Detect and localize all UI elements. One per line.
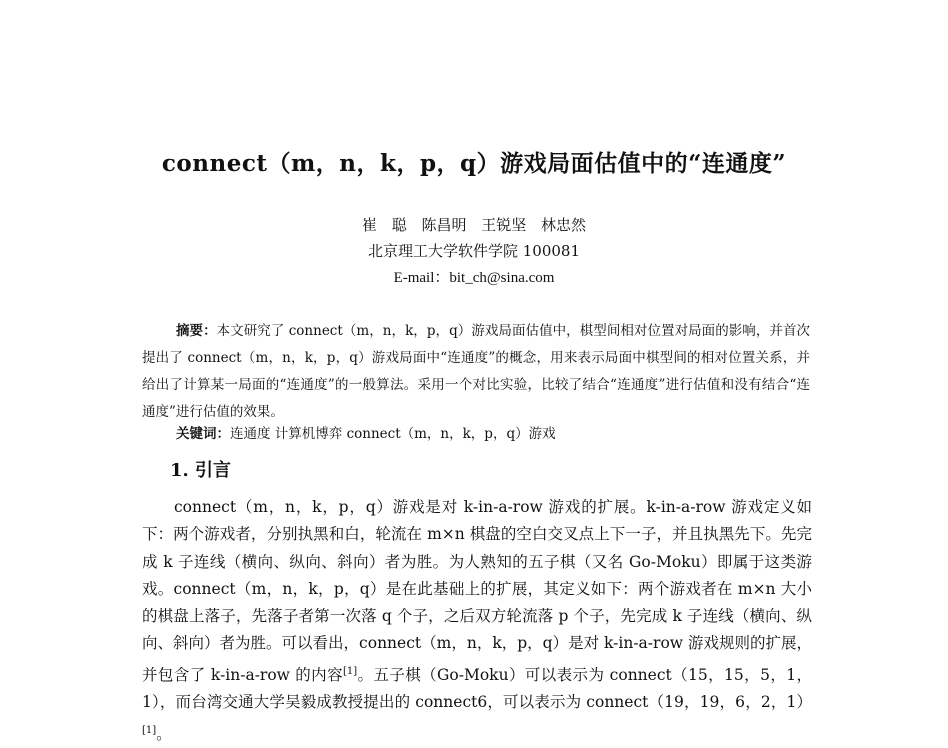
abstract-label: 摘要： bbox=[176, 323, 217, 339]
citation-ref-2: [1] bbox=[142, 724, 157, 736]
keywords bbox=[176, 422, 810, 442]
section-heading-introduction: 1. 引言 bbox=[170, 460, 232, 481]
keywords-text: 连通度 计算机博弈 connect（m，n，k，p，q）游戏 bbox=[230, 426, 556, 442]
intro-text-1: connect（m，n，k，p，q）游戏是对 k-in-a-row 游戏的扩展。k-in-a-row 游戏定义如下：两个游戏者，分别执黑和白，轮流在 m×n 棋盘的空白交叉点上下一子，并且执黑先下。先完成 k 子连线（横向、纵向、斜向）者为胜。为人熟知的五子棋（又名 Go-Moku）即属于这类游戏。connect（m，n，k，p，q）是在此基础上的扩展，其定义如下：两个游戏者在 m×n 大小的棋盘上落子，先落子者第一次落 q 个子，之后双方轮流落 p 个子，先完成 k 子连线（横向、纵向、斜向）者为胜。可以看出，connect（m，n，k，p，q）是对 k-in-a-row 游戏规则的扩展，并包含了 k-in-a-row 的内容 bbox=[142, 498, 812, 684]
abstract-text: 本文研究了 connect（m，n，k，p，q）游戏局面估值中，棋型间相对位置对局面的影响，并首次提出了 connect（m，n，k，p，q）游戏局面中“连通度”的概念，用来表示局面中棋型间的相对位置关系，并给出了计算某一局面的“连通度”的一般算法。采用一个对比实验，比较了结合“连通度”进行估值和没有结合“连通度”进行估值的效果。 bbox=[142, 323, 811, 420]
introduction-paragraph bbox=[142, 494, 812, 748]
paper-title: connect（m，n，k，p，q）游戏局面估值中的“连通度” bbox=[161, 150, 787, 177]
citation-ref-1: [1] bbox=[342, 665, 358, 677]
keywords-label: 关键词： bbox=[176, 426, 230, 442]
abstract bbox=[142, 318, 810, 426]
affiliation: 北京理工大学软件学院 100081 bbox=[367, 242, 581, 260]
intro-text-3: 。 bbox=[156, 724, 172, 743]
intro-text-2: 。五子棋（Go-Moku）可以表示为 connect（15，15，5，1，1），而台湾交通大学吴毅成教授提出的 connect6，可以表示为 connect（19，19，6，2，1） bbox=[142, 665, 812, 712]
author-list: 崔 聪 陈昌明 王锐坚 林忠然 bbox=[361, 216, 587, 234]
contact-email: E-mail：bit_ch@sina.com bbox=[393, 270, 555, 286]
